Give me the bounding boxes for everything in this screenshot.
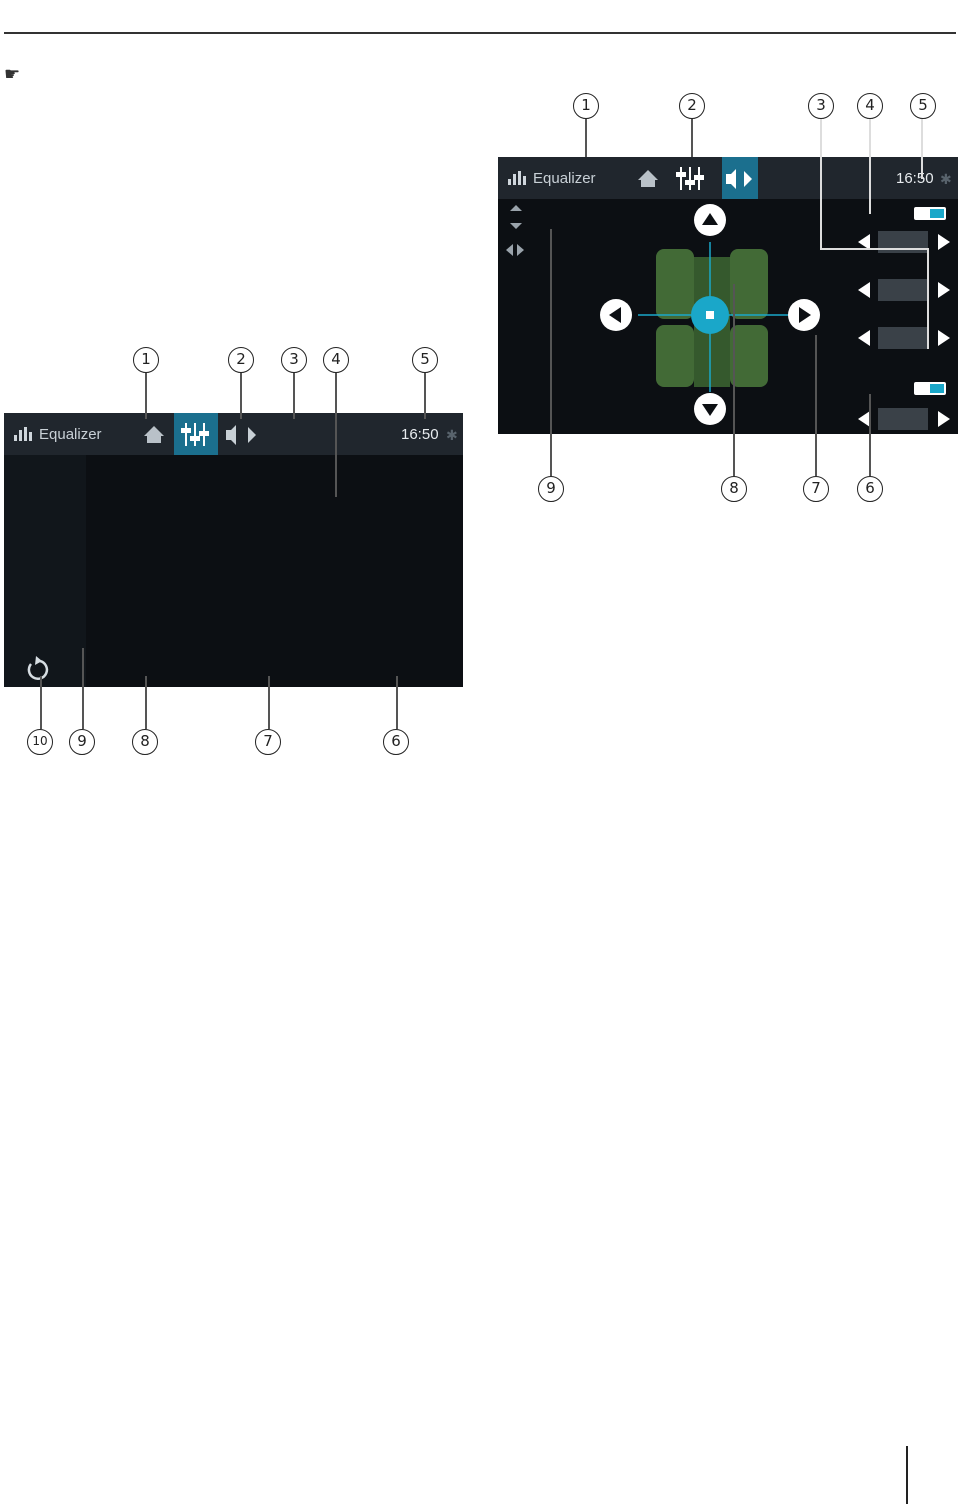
leader-7 — [268, 676, 270, 729]
screen1-clock: 16:50 — [401, 426, 439, 443]
callout-r6: 6 — [857, 476, 883, 502]
bluetooth-icon: ✱ — [940, 171, 952, 187]
bluetooth-icon: ✱ — [446, 427, 458, 443]
arrow-up-button[interactable] — [694, 204, 726, 236]
equalizer-screen-2 — [498, 157, 958, 434]
phase-inc-button[interactable] — [938, 330, 950, 346]
instruction-bullet — [4, 64, 464, 85]
fader-icon — [510, 205, 522, 229]
callout-r7: 7 — [803, 476, 829, 502]
highpass-dec-button[interactable] — [858, 411, 870, 427]
screen2-clock: 16:50 — [896, 170, 934, 187]
leader-5 — [424, 373, 426, 419]
lowpass-dec-button[interactable] — [858, 282, 870, 298]
pointing-hand-icon: ☛ — [4, 64, 21, 85]
sub-value-box — [878, 231, 928, 253]
callout-r8: 8 — [721, 476, 747, 502]
leader-8 — [145, 676, 147, 729]
sub-inc-button[interactable] — [938, 234, 950, 250]
callout-8: 8 — [132, 729, 158, 755]
left-column — [4, 50, 464, 99]
phase-dec-button[interactable] — [858, 330, 870, 346]
highpass-inc-button[interactable] — [938, 411, 950, 427]
callout-r5: 5 — [910, 93, 936, 119]
callout-3: 3 — [281, 347, 307, 373]
equalizer-sliders-icon[interactable] — [677, 167, 703, 190]
screen1-description — [4, 780, 464, 790]
leader-r2 — [691, 119, 693, 161]
callout-1: 1 — [133, 347, 159, 373]
leader-3 — [293, 373, 295, 419]
callout-10: 10 — [27, 729, 53, 755]
leader-2 — [240, 373, 242, 419]
lowpass-value-box — [878, 279, 928, 301]
callout-r2: 2 — [679, 93, 705, 119]
screen2-description — [498, 526, 958, 536]
leader-4 — [335, 373, 337, 497]
callout-r9: 9 — [538, 476, 564, 502]
arrow-right-button[interactable] — [788, 299, 820, 331]
callout-r1: 1 — [573, 93, 599, 119]
header-rule — [4, 32, 956, 34]
equalizer-screen-1 — [4, 413, 463, 687]
callout-5: 5 — [412, 347, 438, 373]
lowpass-inc-button[interactable] — [938, 282, 950, 298]
right-column — [498, 50, 958, 56]
callout-9: 9 — [69, 729, 95, 755]
callout-4: 4 — [323, 347, 349, 373]
screen1-graphics — [4, 413, 463, 687]
screen1-title: Equalizer — [39, 426, 102, 443]
callout-6: 6 — [383, 729, 409, 755]
page-number-rule — [906, 1446, 908, 1504]
callout-r4: 4 — [857, 93, 883, 119]
callout-7: 7 — [255, 729, 281, 755]
phase-value-box — [878, 327, 928, 349]
equalizer-sliders-icon[interactable] — [182, 423, 208, 446]
arrow-down-button[interactable] — [694, 393, 726, 425]
leader-1 — [145, 373, 147, 419]
highpass-value-box — [878, 408, 928, 430]
leader-r1 — [585, 119, 587, 161]
arrow-left-button[interactable] — [600, 299, 632, 331]
screen2-graphics — [498, 157, 958, 434]
leader-9 — [82, 648, 84, 729]
callout-r3: 3 — [808, 93, 834, 119]
callout-2: 2 — [228, 347, 254, 373]
leader-10 — [40, 676, 42, 729]
leader-6 — [396, 676, 398, 729]
sub-dec-button[interactable] — [858, 234, 870, 250]
balance-icon — [506, 244, 524, 256]
screen2-title: Equalizer — [533, 170, 596, 187]
